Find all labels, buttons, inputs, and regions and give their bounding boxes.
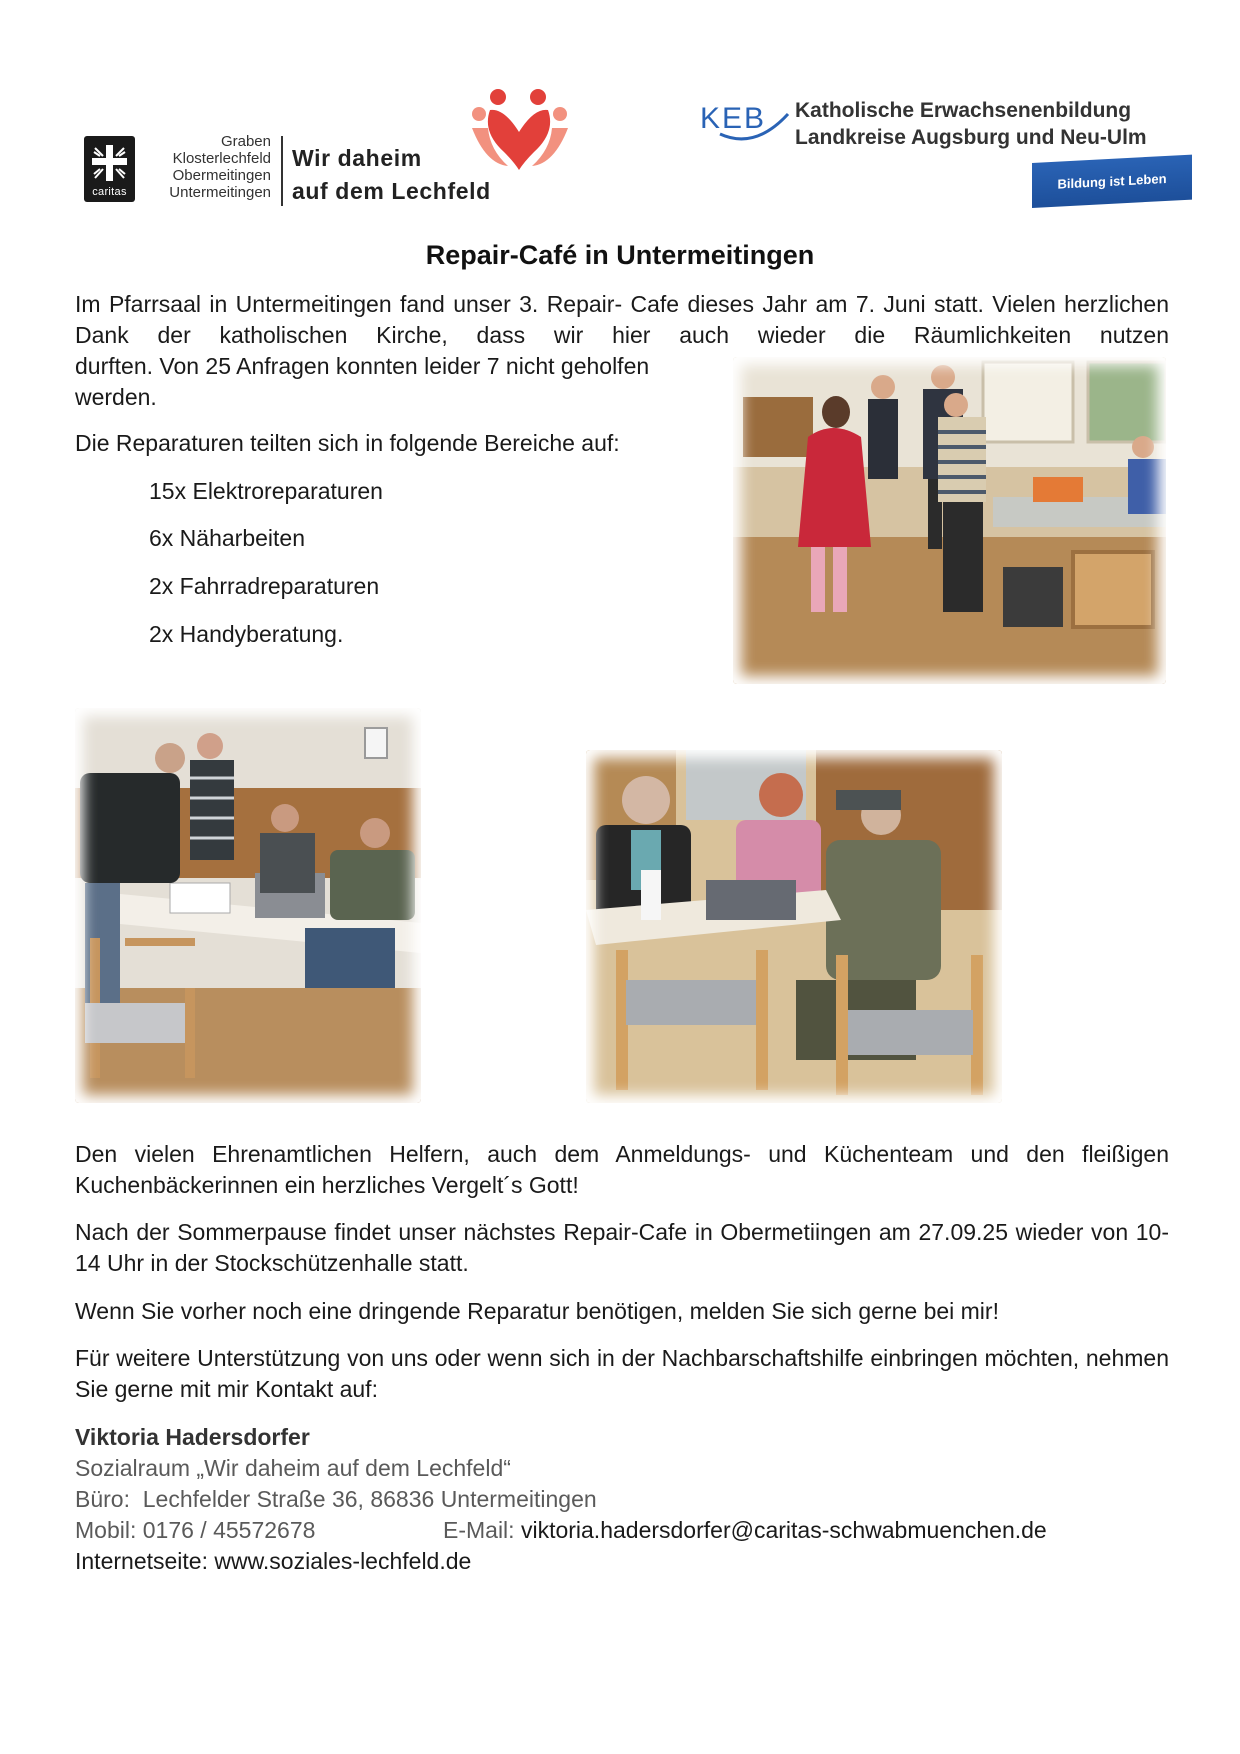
office-address: Lechfelder Straße 36, 86836 Untermeitingen: [142, 1486, 597, 1512]
photo-laptop-helpers: [75, 708, 421, 1103]
people-heart-icon: [468, 88, 573, 172]
keb-logo-icon: [700, 98, 792, 148]
intro-line-4: werden.: [75, 384, 157, 410]
wir-daheim-line-2: auf dem Lechfeld: [292, 178, 491, 204]
email-label: E-Mail:: [443, 1517, 515, 1543]
page-title: Repair-Café in Untermeitingen: [425, 240, 815, 270]
town-name: Klosterlechfeld: [172, 150, 271, 167]
contact-mobile: [75, 1515, 315, 1546]
photo-illustration: [733, 357, 1166, 684]
wir-daheim-logo-text: [292, 142, 491, 208]
contact-email: [443, 1515, 1047, 1546]
photo-seated-visitors: [586, 750, 1002, 1103]
keb-slogan-badge: Bildung ist Leben: [1032, 155, 1192, 208]
keb-name: [795, 97, 1147, 151]
mobile-label: Mobil:: [75, 1517, 137, 1543]
web-label: Internetseite:: [75, 1548, 208, 1574]
list-item: 15x Elektroreparaturen: [149, 478, 383, 504]
mobile-number: 0176 / 45572678: [142, 1517, 316, 1543]
caritas-cross-icon: [91, 144, 128, 182]
wir-daheim-line-1: Wir daheim: [292, 145, 422, 171]
header-divider: [281, 136, 283, 206]
town-list: [143, 133, 271, 201]
caritas-logo: [84, 136, 135, 202]
keb-abbr: KEB: [700, 102, 767, 135]
caritas-label: caritas: [92, 186, 127, 198]
photo-illustration: [75, 708, 421, 1103]
office-label: Büro:: [75, 1486, 130, 1512]
support-paragraph: Für weitere Unterstützung von uns oder wenn sich in der Nachbarschaftshilfe einbringen möchten, nehmen Sie gerne mit mir Kontakt auf:: [75, 1345, 1169, 1402]
photo-illustration: [586, 750, 1002, 1103]
photo-repair-tables: [733, 357, 1166, 684]
repairs-intro: Die Reparaturen teilten sich in folgende Bereiche auf:: [75, 430, 620, 456]
contact-office: [75, 1484, 597, 1515]
list-item: 6x Näharbeiten: [149, 525, 305, 551]
town-name: Graben: [220, 133, 271, 150]
contact-sozialraum: Sozialraum „Wir daheim auf dem Lechfeld“: [75, 1455, 511, 1481]
intro-line-3: durften. Von 25 Anfragen konnten leider 7 nicht geholfen: [75, 353, 650, 379]
contact-name: Viktoria Hadersdorfer: [75, 1424, 310, 1450]
list-item: 2x Fahrradreparaturen: [149, 573, 380, 599]
town-name: Obermeitingen: [172, 167, 271, 184]
web-link[interactable]: www.soziales-lechfeld.de: [214, 1548, 472, 1574]
email-link[interactable]: viktoria.hadersdorfer@caritas-schwabmuenchen.de: [520, 1517, 1047, 1543]
list-item: 2x Handyberatung.: [149, 621, 344, 647]
keb-name-line-1: Katholische Erwachsenenbildung: [795, 99, 1132, 122]
contact-web: [75, 1546, 471, 1577]
thanks-paragraph: Den vielen Ehrenamtlichen Helfern, auch dem Anmeldungs- und Küchenteam und den fleißigen Kuchenbäckerinnen ein herzliches Vergelt´s Gott!: [75, 1141, 1169, 1198]
next-event-paragraph: Nach der Sommerpause findet unser nächstes Repair-Cafe in Obermetiingen am 27.09.25 wieder von 10-14 Uhr in der Stockschützenhalle statt.: [75, 1219, 1169, 1276]
keb-name-line-2: Landkreise Augsburg und Neu-Ulm: [795, 126, 1147, 149]
intro-paragraph: Im Pfarrsaal in Untermeitingen fand unser 3. Repair- Cafe dieses Jahr am 7. Juni statt. Vielen herzlichen Dank der katholischen Kirche, dass wir hier auch wieder die Räumlichkeiten nutzen: [75, 291, 1169, 348]
town-name: Untermeitingen: [169, 184, 271, 201]
urgent-repair-note: Wenn Sie vorher noch eine dringende Reparatur benötigen, melden Sie sich gerne bei mir!: [75, 1298, 999, 1324]
